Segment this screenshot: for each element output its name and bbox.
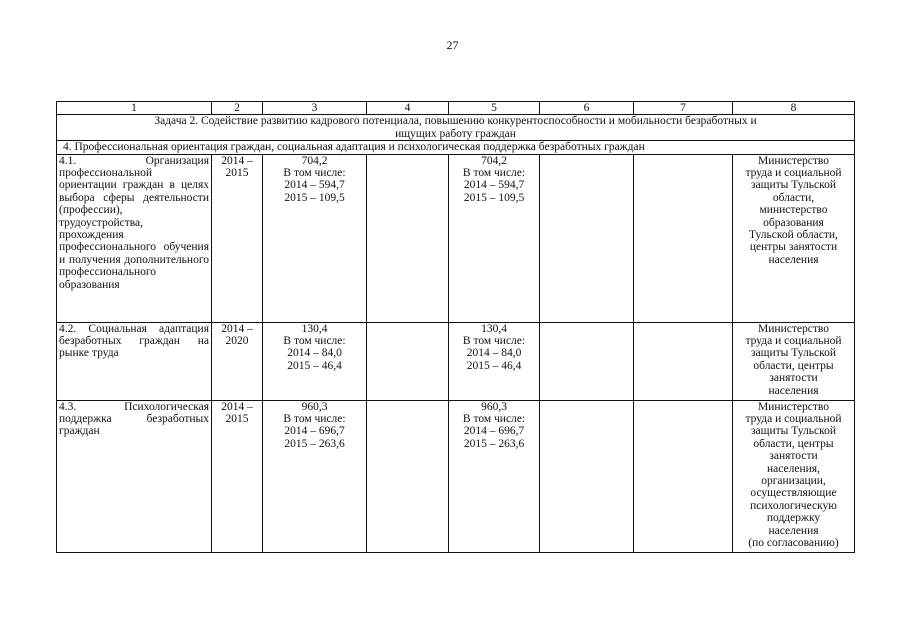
program-table: [56, 101, 855, 553]
header-row: [57, 102, 855, 115]
header-cell-8: 8: [733, 102, 855, 115]
col4-cell: [367, 400, 449, 552]
col6-cell: [540, 322, 634, 400]
period-cell: 2014 – 2015: [212, 154, 263, 322]
table-row: [57, 322, 855, 400]
section-title: 4. Профессиональная ориентация граждан, социальная адаптация и психологическая поддержка безработных граждан: [57, 141, 855, 154]
col5-cell: 960,3 В том числе: 2014 – 696,7 2015 – 263,6: [449, 400, 540, 552]
table-row: [57, 154, 855, 322]
executor-cell: Министерство труда и социальной защиты Тульской области, центры занятости населения: [733, 322, 855, 400]
col4-cell: [367, 322, 449, 400]
col7-cell: [634, 154, 733, 322]
page-number: 27: [446, 38, 459, 52]
total-cell: 704,2 В том числе: 2014 – 594,7 2015 – 109,5: [263, 154, 367, 322]
header-cell-3: 3: [263, 102, 367, 115]
period-cell: 2014 – 2020: [212, 322, 263, 400]
header-cell-2: 2: [212, 102, 263, 115]
col5-cell: 130,4 В том числе: 2014 – 84,0 2015 – 46,4: [449, 322, 540, 400]
task-title: Задача 2. Содействие развитию кадрового потенциала, повышению конкурентоспособности и мобильности безработных и ищущих работу граждан: [57, 115, 855, 141]
total-cell: 960,3 В том числе: 2014 – 696,7 2015 – 263,6: [263, 400, 367, 552]
task-title-row: [57, 115, 855, 141]
measure-name: 4.3. Психологическая поддержка безработных граждан: [57, 400, 212, 552]
table-row: [57, 400, 855, 552]
col7-cell: [634, 400, 733, 552]
period-cell: 2014 – 2015: [212, 400, 263, 552]
measure-name: 4.1. Организация профессиональной ориентации граждан в целях выбора сферы деятельности (профессии), трудоустройства, прохождения профессионального обучения и получения дополнительного профессионального образования: [57, 154, 212, 322]
col5-cell: 704,2 В том числе: 2014 – 594,7 2015 – 109,5: [449, 154, 540, 322]
header-cell-6: 6: [540, 102, 634, 115]
header-cell-1: 1: [57, 102, 212, 115]
col4-cell: [367, 154, 449, 322]
header-cell-5: 5: [449, 102, 540, 115]
executor-cell: Министерство труда и социальной защиты Тульской области, министерство образования Тульской области, центры занятости населения: [733, 154, 855, 322]
col6-cell: [540, 400, 634, 552]
measure-name: 4.2. Социальная адаптация безработных граждан на рынке труда: [57, 322, 212, 400]
col7-cell: [634, 322, 733, 400]
total-cell: 130,4 В том числе: 2014 – 84,0 2015 – 46,4: [263, 322, 367, 400]
section-title-row: [57, 141, 855, 154]
executor-cell: Министерство труда и социальной защиты Тульской области, центры занятости населения, организации, осуществляющие психологическую поддержку населения (по согласованию): [733, 400, 855, 552]
col6-cell: [540, 154, 634, 322]
header-cell-4: 4: [367, 102, 449, 115]
header-cell-7: 7: [634, 102, 733, 115]
